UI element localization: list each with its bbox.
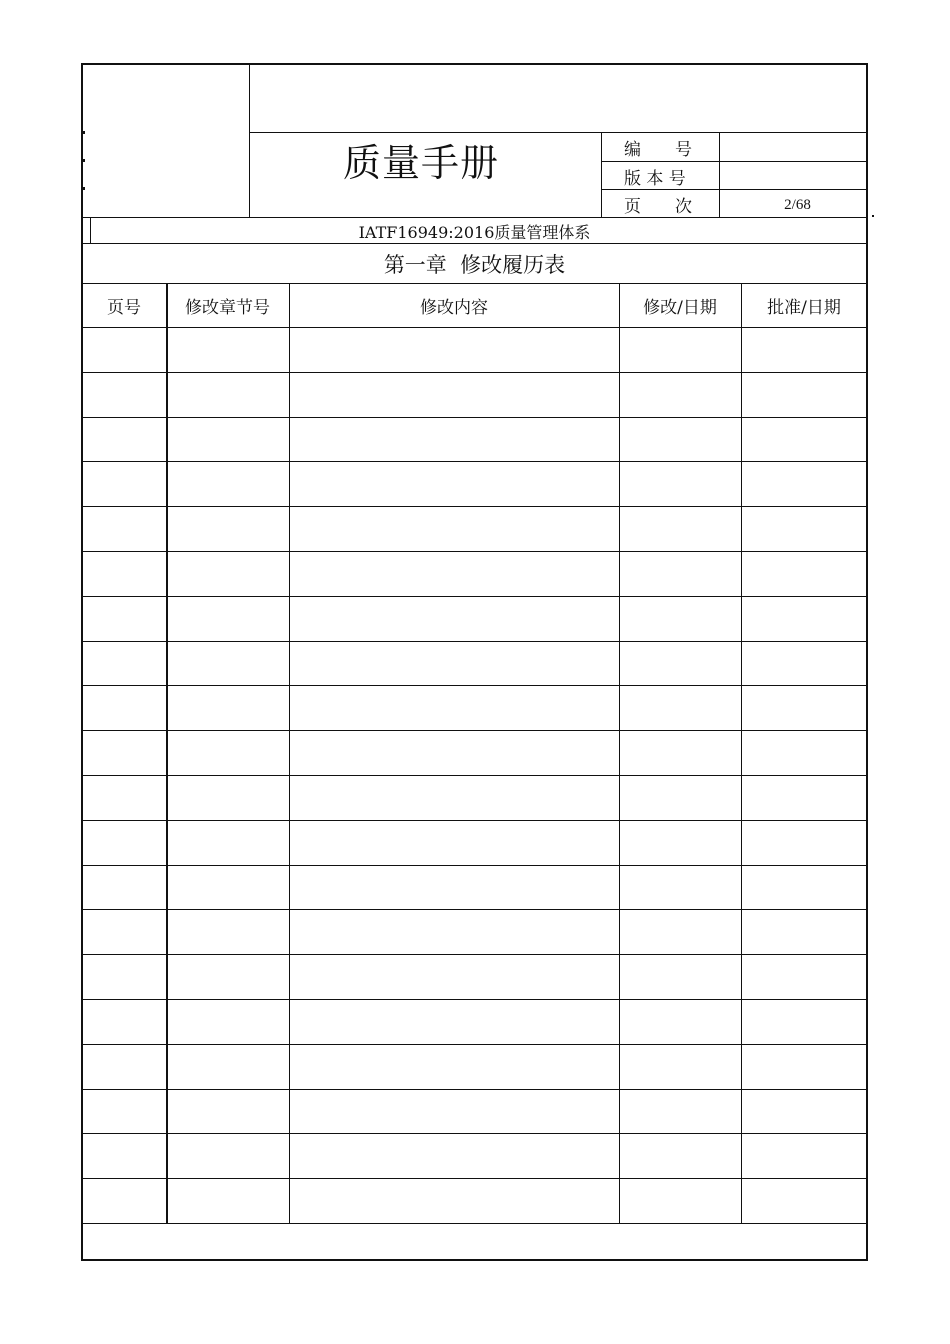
table-row-line — [82, 865, 867, 866]
table-row-line — [82, 461, 867, 462]
info-label-divider — [601, 132, 602, 217]
info-label-page: 页 次 — [624, 197, 692, 217]
column-header: 修改/日期 — [643, 298, 717, 318]
table-row-line — [82, 820, 867, 821]
system-name: IATF16949:2016质量管理体系 — [358, 223, 591, 242]
table-row-line — [82, 1178, 867, 1179]
logo-cell-divider — [249, 64, 250, 217]
column-divider — [166, 283, 168, 1223]
table-row-line — [82, 1133, 867, 1134]
table-row-line — [82, 551, 867, 552]
table-row-line — [82, 775, 867, 776]
header-row-line — [82, 327, 867, 328]
table-row-line — [82, 954, 867, 955]
table-row-line — [82, 372, 867, 373]
table-row-line — [82, 685, 867, 686]
table-row-line — [82, 1089, 867, 1090]
margin-mark — [872, 215, 874, 217]
table-row-line — [82, 641, 867, 642]
info-row-line-2 — [601, 189, 867, 190]
info-label-number: 编 号 — [624, 140, 692, 160]
title-top-line — [249, 132, 867, 133]
chapter-title: 第一章 修改履历表 — [383, 253, 566, 277]
chapter-row-bottom-line — [82, 283, 867, 284]
info-value-page: 2/68 — [784, 197, 811, 213]
table-row-line — [82, 1044, 867, 1045]
info-label-version: 版 本 号 — [624, 169, 686, 189]
margin-mark — [82, 187, 85, 190]
table-row-line — [82, 909, 867, 910]
table-row-line — [82, 999, 867, 1000]
column-divider — [289, 283, 290, 1223]
margin-mark — [82, 159, 85, 162]
header-bottom-line — [82, 217, 867, 218]
table-row-line — [82, 1223, 867, 1224]
column-divider — [741, 283, 742, 1223]
document-title: 质量手册 — [343, 141, 500, 185]
column-divider — [619, 283, 620, 1223]
system-row-bottom-line — [82, 243, 867, 244]
table-row-line — [82, 596, 867, 597]
column-header: 修改章节号 — [185, 298, 270, 318]
column-header: 页号 — [107, 298, 141, 318]
table-row-line — [82, 417, 867, 418]
table-row-line — [82, 730, 867, 731]
margin-mark — [82, 131, 85, 134]
column-header: 批准/日期 — [767, 298, 841, 318]
table-row-line — [82, 506, 867, 507]
info-row-line-1 — [601, 161, 867, 162]
column-header: 修改内容 — [420, 298, 488, 318]
